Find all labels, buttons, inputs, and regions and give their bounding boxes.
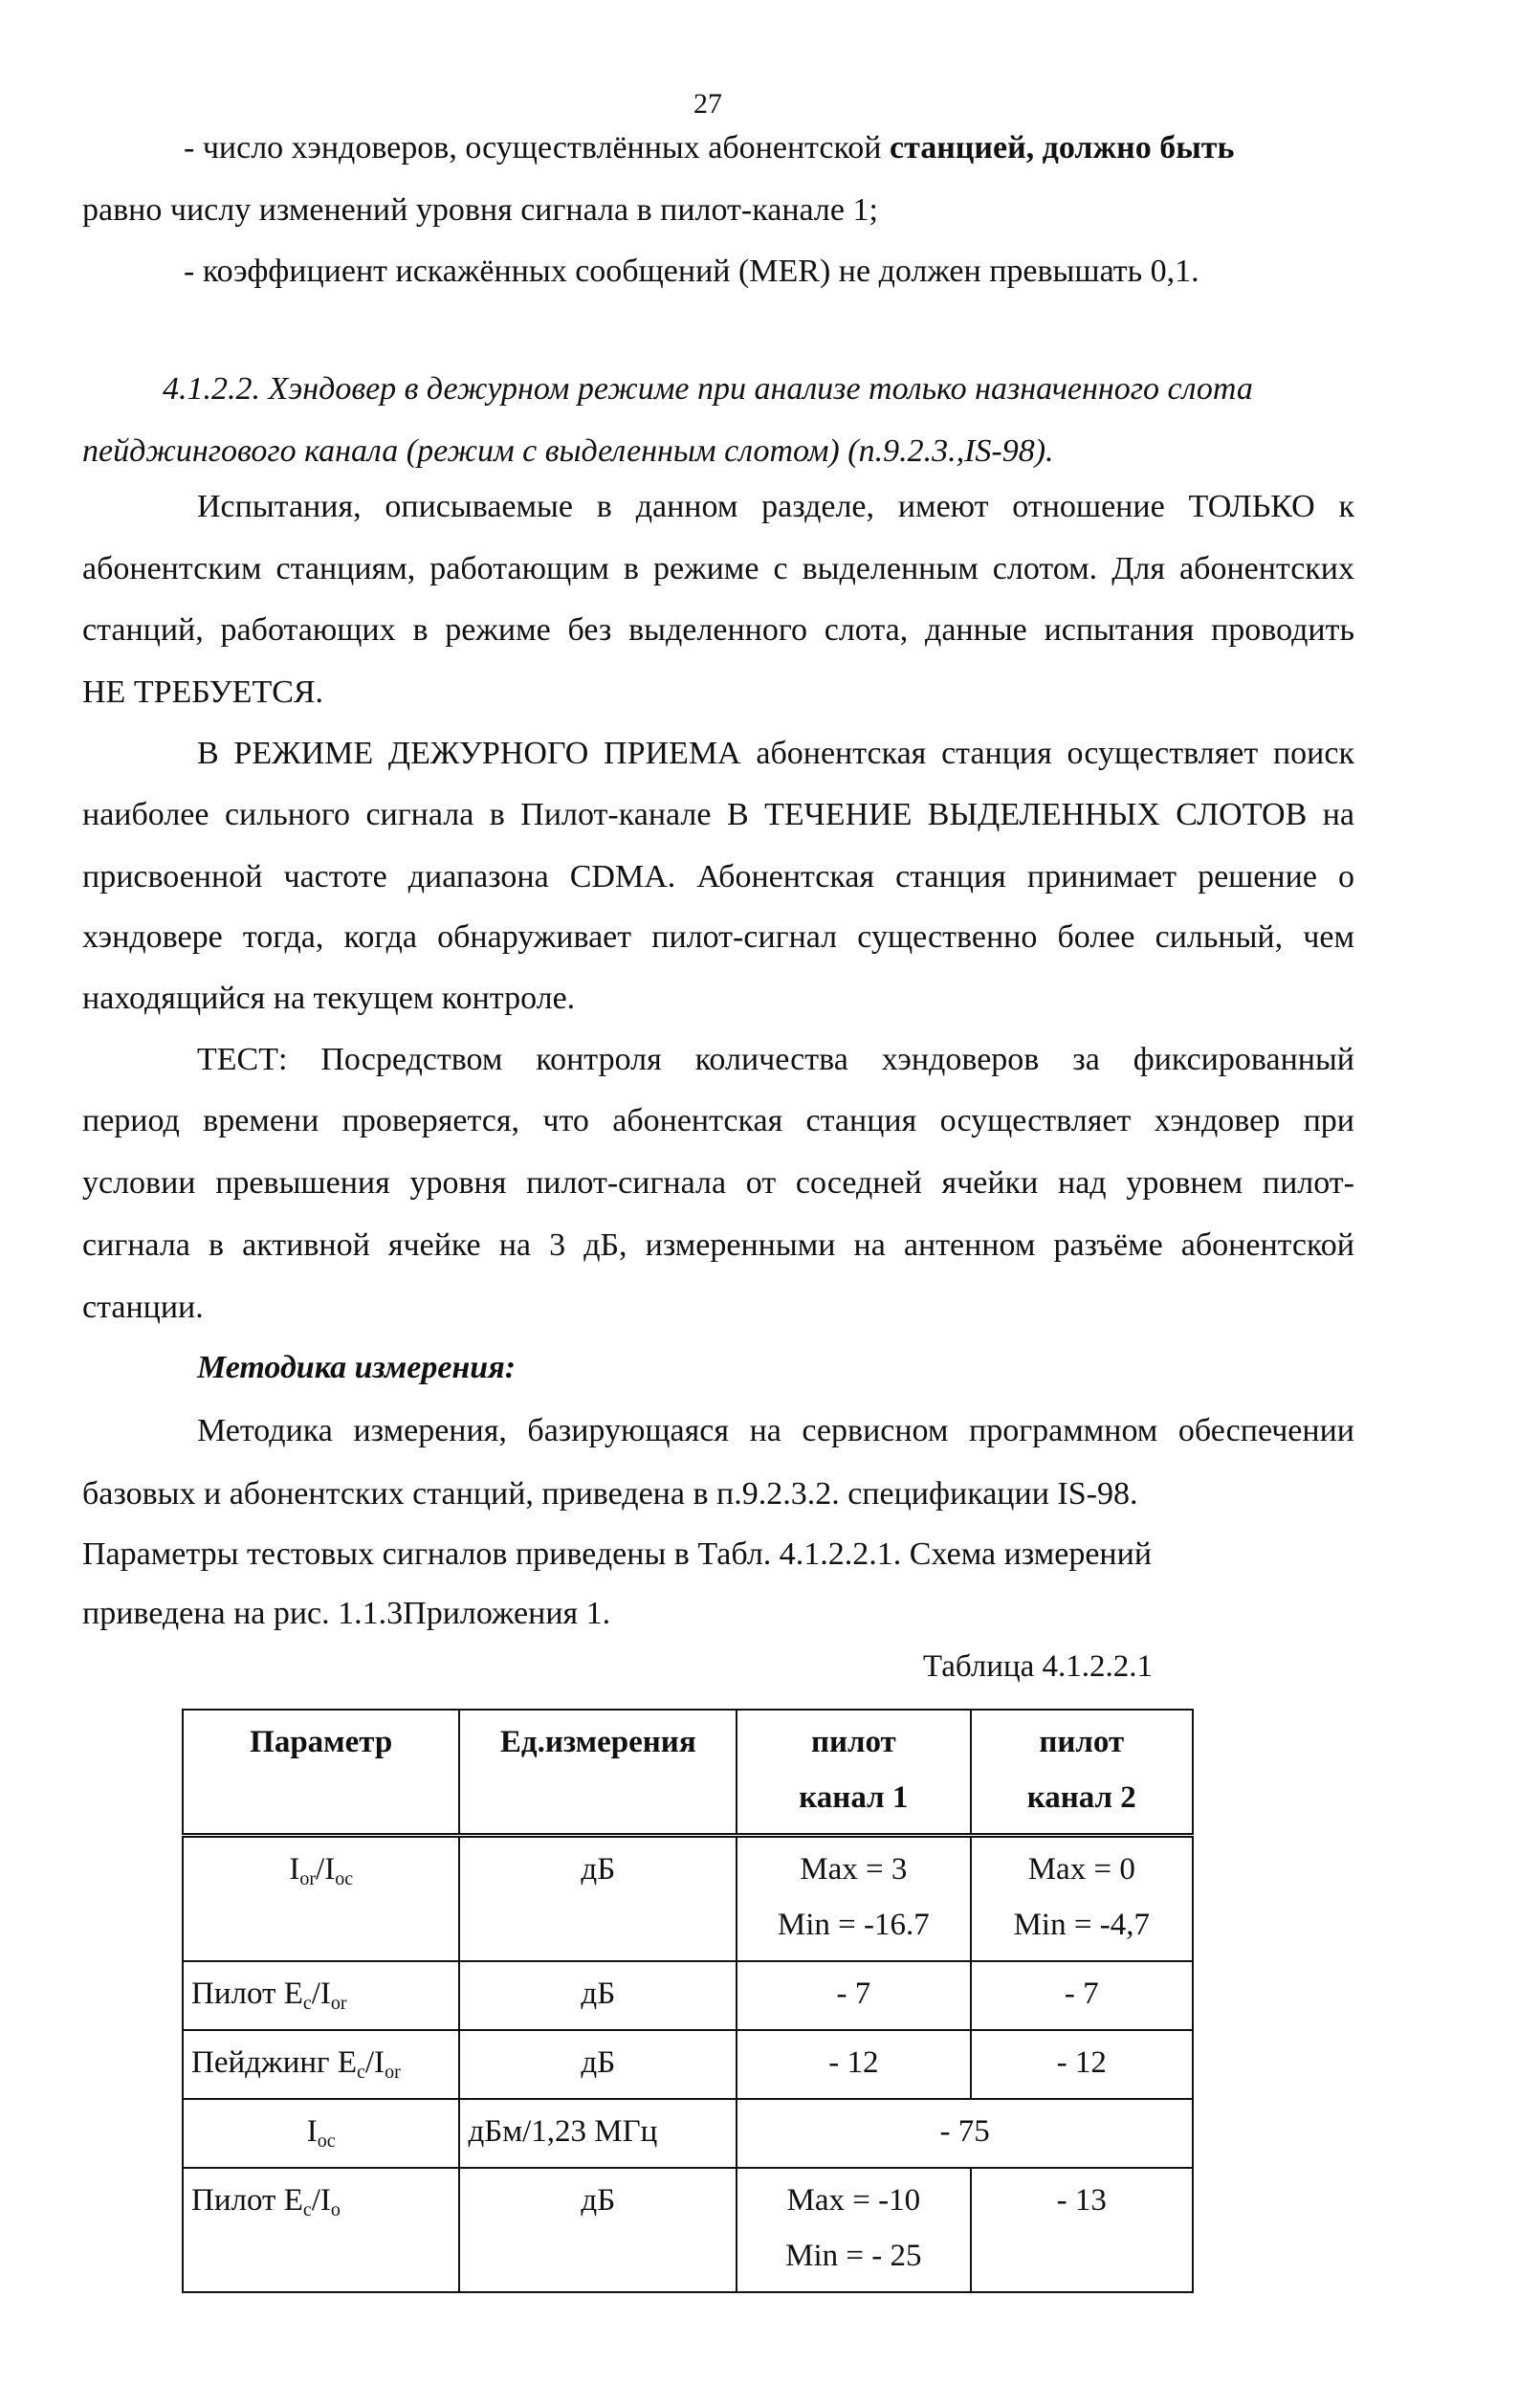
table-row xyxy=(183,1961,1193,2030)
page-number: 27 xyxy=(693,88,722,120)
table-row xyxy=(183,2030,1193,2099)
unit-cell: дБ xyxy=(459,2030,737,2099)
param-cell: Пилот $E_c/I_o$ xyxy=(183,2168,459,2292)
param-cell: Пилот $E_c/I_{or}$ xyxy=(183,1961,459,2030)
para5-line-1: ТЕСТ: Посредством контроля количества хэндоверов за фиксированный xyxy=(197,1042,1354,1077)
section-heading-line-2: пейджингового канала (режим с выделенным слотом) (п.9.2.3.,IS-98). xyxy=(82,433,1054,469)
para5-line-5: станции. xyxy=(82,1290,204,1325)
unit-cell: дБ xyxy=(459,1836,737,1962)
para5-line-4: сигнала в активной ячейке на 3 дБ, измеренными на антенном разъёме абонентской xyxy=(82,1227,1354,1263)
para4-line-5: находящийся на текущем контроле. xyxy=(82,981,576,1016)
header-pilot-1: пилот канал 1 xyxy=(737,1710,970,1836)
para7-line-2: приведена на рис. 1.1.3Приложения 1. xyxy=(82,1596,611,1631)
param-cell: Пейджинг $E_c/I_{or}$ xyxy=(183,2030,459,2099)
value-cell: - 13 xyxy=(971,2168,1193,2292)
unit-cell: дБ xyxy=(459,1961,737,2030)
table-row xyxy=(183,2099,1193,2168)
para3-line-1: Испытания, описываемые в данном разделе, имеют отношение ТОЛЬКО к xyxy=(197,489,1354,524)
header-pilot-2: пилот канал 2 xyxy=(971,1710,1193,1836)
section-heading-line-1: 4.1.2.2. Хэндовер в дежурном режиме при анализе только назначенного слота xyxy=(163,371,1253,407)
para3-line-4: НЕ ТРЕБУЕТСЯ. xyxy=(82,674,324,710)
header-param: Параметр xyxy=(183,1710,459,1836)
table-row xyxy=(183,1836,1193,1962)
value-cell: - 7 xyxy=(971,1961,1193,2030)
bullet-text-bold: станцией, должно быть xyxy=(890,130,1235,166)
bullet-mer: - коэффициент искажённых сообщений (MER) не должен превышать 0,1. xyxy=(184,254,1199,289)
param-cell: $I_{oc}$ xyxy=(183,2099,459,2168)
para5-line-3: условии превышения уровня пилот-сигнала от соседней ячейки над уровнем пилот- xyxy=(82,1165,1354,1201)
method-heading: Методика измерения: xyxy=(197,1350,517,1385)
header-unit: Ед.измерения xyxy=(459,1710,737,1836)
unit-cell: дБм/1,23 МГц xyxy=(459,2099,737,2168)
table-caption: Таблица 4.1.2.2.1 xyxy=(922,1649,1153,1684)
value-cell: - 12 xyxy=(737,2030,970,2099)
table-row xyxy=(183,2168,1193,2292)
para7-line-1: Параметры тестовых сигналов приведены в Табл. 4.1.2.2.1. Схема измерений xyxy=(82,1536,1153,1572)
para6-line-1: Методика измерения, базирующаяся на сервисном программном обеспечении xyxy=(197,1413,1354,1448)
bullet-text: - число хэндоверов, осуществлённых абонентской xyxy=(184,130,890,166)
value-cell: - 12 xyxy=(971,2030,1193,2099)
parameters-table xyxy=(182,1709,1194,2293)
para4-line-3: присвоенной частоте диапазона CDMA. Абонентская станция принимает решение о xyxy=(82,859,1354,894)
para5-line-2: период времени проверяется, что абонентская станция осуществляет хэндовер при xyxy=(82,1103,1354,1138)
para4-line-1: В РЕЖИМЕ ДЕЖУРНОГО ПРИЕМА абонентская станция осуществляет поиск xyxy=(197,736,1354,771)
para3-line-2: абонентским станциям, работающим в режиме с выделенным слотом. Для абонентских xyxy=(82,551,1354,586)
value-cell: Max = 3 Min = -16.7 xyxy=(737,1836,970,1962)
value-cell: - 7 xyxy=(737,1961,970,2030)
bullet-line-2: равно числу изменений уровня сигнала в пилот-канале 1; xyxy=(82,192,878,228)
para4-line-4: хэндовере тогда, когда обнаруживает пилот-сигнал существенно более сильный, чем xyxy=(82,919,1354,955)
unit-cell: дБ xyxy=(459,2168,737,2292)
table-header-row xyxy=(183,1710,1193,1836)
bullet-line-1 xyxy=(184,127,1234,169)
value-cell: Max = 0 Min = -4,7 xyxy=(971,1836,1193,1962)
param-cell: $I_{or}/I_{oc}$ xyxy=(183,1836,459,1962)
para3-line-3: станций, работающих в режиме без выделенного слота, данные испытания проводить xyxy=(82,612,1354,648)
value-cell-merged: - 75 xyxy=(737,2099,1193,2168)
para4-line-2: наиболее сильного сигнала в Пилот-канале В ТЕЧЕНИЕ ВЫДЕЛЕННЫХ СЛОТОВ на xyxy=(82,797,1354,832)
para6-line-2: базовых и абонентских станций, приведена в п.9.2.3.2. спецификации IS-98. xyxy=(82,1476,1138,1512)
value-cell: Max = -10 Min = - 25 xyxy=(737,2168,970,2292)
